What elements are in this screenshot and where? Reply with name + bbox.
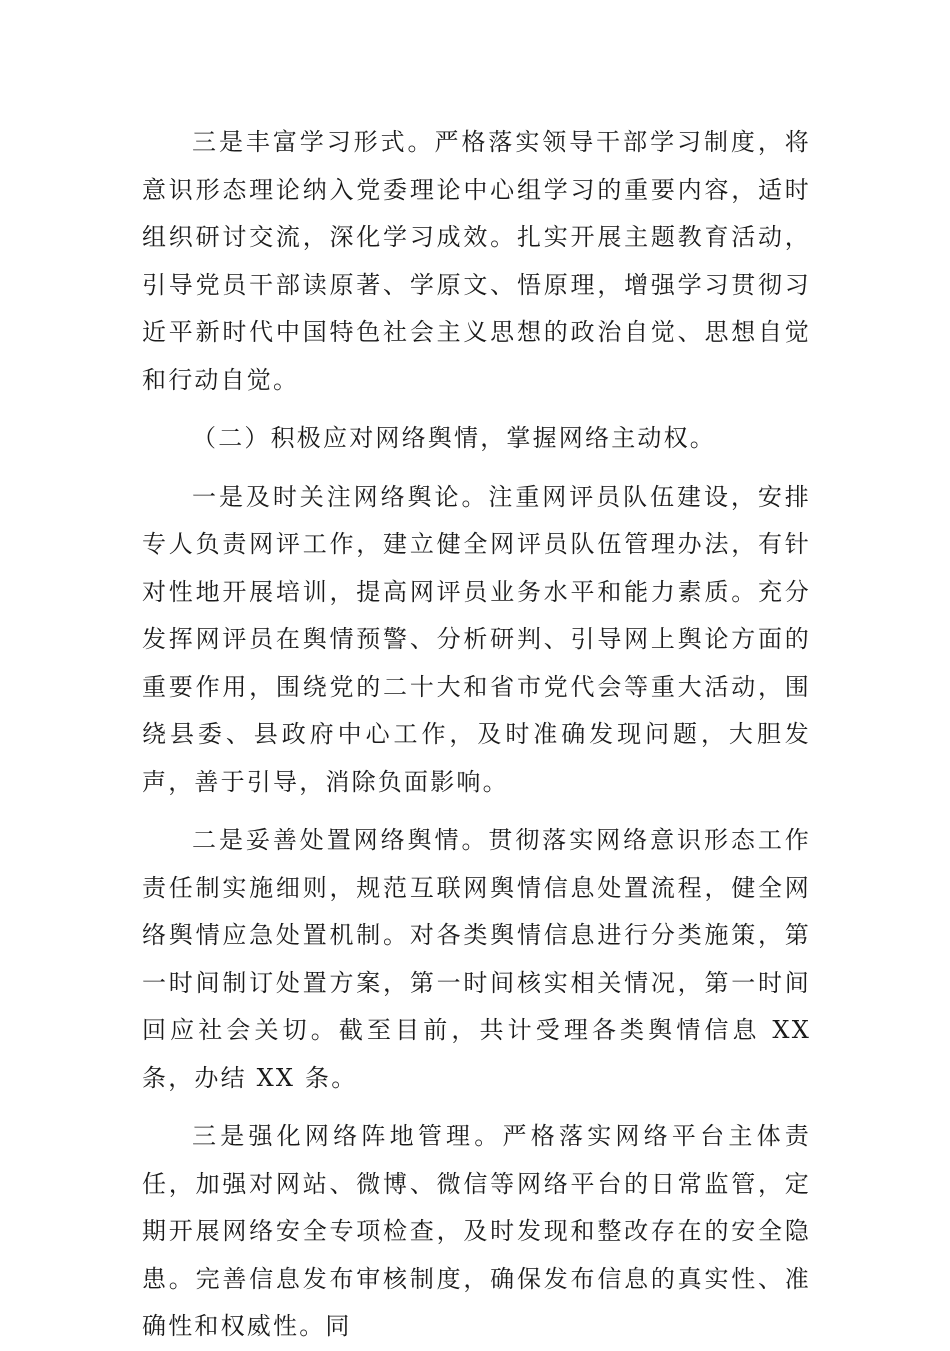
document-body [142, 119, 811, 1351]
paragraph-rich-learning: 三是丰富学习形式。严格落实领导干部学习制度，将意识形态理论纳入党委理论中心组学习的重要内容，适时组织研讨交流，深化学习成效。扎实开展主题教育活动，引导党员干部读原著、学原文、悟原理，增强学习贯彻习近平新时代中国特色社会主义思想的政治自觉、思想自觉和行动自觉。 [142, 128, 811, 394]
paragraph-monitor-online-opinion: 一是及时关注网络舆论。注重网评员队伍建设，安排专人负责网评工作，建立健全网评员队伍管理办法，有针对性地开展培训，提高网评员业务水平和能力素质。充分发挥网评员在舆情预警、分析研判、引导网上舆论方面的重要作用，围绕党的二十大和省市党代会等重大活动，围绕县委、县政府中心工作，及时准确发现问题，大胆发声，善于引导，消除负面影响。 [142, 482, 811, 796]
section-heading-online-opinion: （二）积极应对网络舆情，掌握网络主动权。 [192, 424, 716, 452]
paragraph-network-platform-management: 三是强化网络阵地管理。严格落实网络平台主体责任，加强对网站、微博、微信等网络平台的日常监管，定期开展网络安全专项检查，及时发现和整改存在的安全隐患。完善信息发布审核制度，确保发布信息的真实性、准确性和权威性。同 [142, 1122, 811, 1340]
paragraph-handle-online-opinion: 二是妥善处置网络舆情。贯彻落实网络意识形态工作责任制实施细则，规范互联网舆情信息处置流程，健全网络舆情应急处置机制。对各类舆情信息进行分类施策，第一时间制订处置方案，第一时间核实相关情况，第一时间回应社会关切。截至目前，共计受理各类舆情信息 XX 条，办结 XX 条。 [142, 826, 811, 1092]
